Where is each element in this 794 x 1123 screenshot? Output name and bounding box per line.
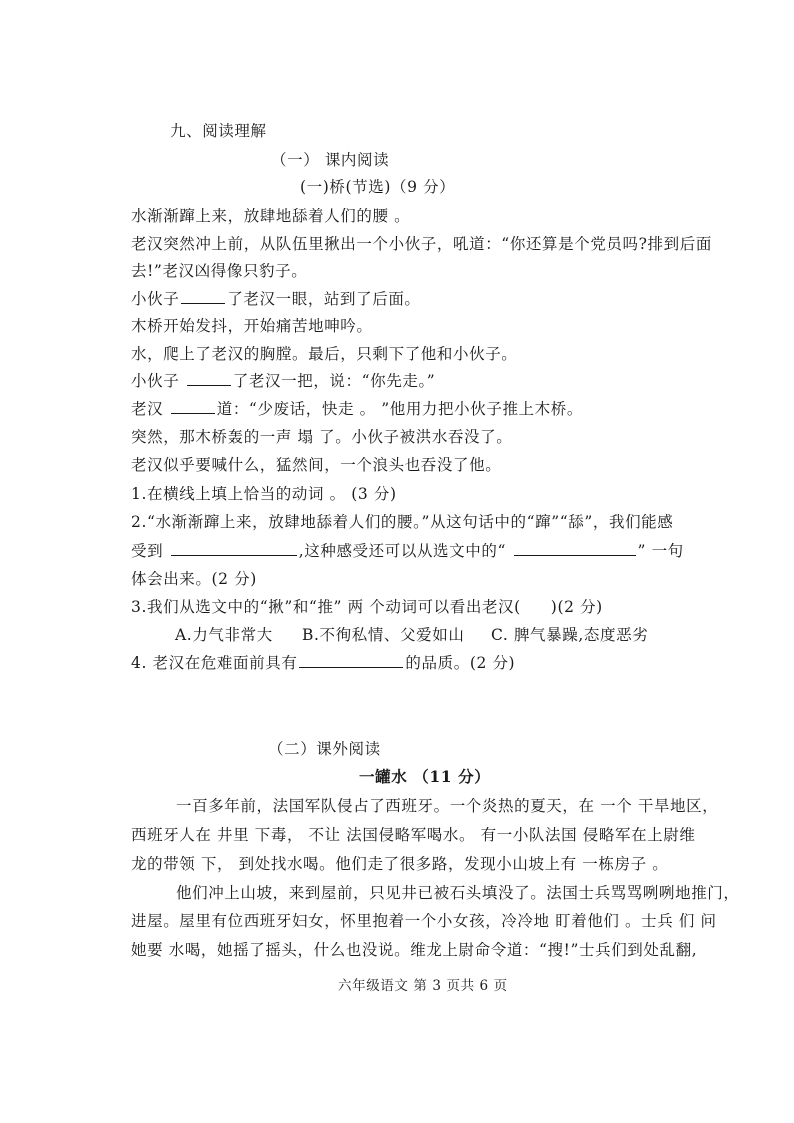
part1-subheading: (一)桥(节选)（9 分）	[300, 178, 456, 196]
answer-blank-q2-feeling[interactable]	[171, 541, 297, 556]
passage1-line: 老汉突然冲上前，从队伍里揪出一个小伙子，吼道：“你还算是个党员吗?排到后面	[131, 235, 712, 253]
answer-blank-q2-sentence[interactable]	[514, 541, 636, 556]
passage2-line: 西班牙人在 井里 下毒， 不让 法国侵略军喝水。 有一小队法国 侵略军在上尉维	[131, 826, 696, 844]
passage1-text: 了老汉一眼，站到了后面。	[227, 290, 421, 308]
passage2-line: 龙的带领 下， 到处找水喝。他们走了很多路，发现小山坡上有 一栋房子 。	[131, 855, 669, 873]
part2-subheading: 一罐水 （11 分）	[359, 767, 491, 786]
question-3	[131, 597, 603, 617]
passage1-line: 老汉似乎要喊什么，猛然间，一个浪头也吞没了他。	[131, 456, 502, 474]
passage1-text: 了老汉一把，说：“你先走。”	[232, 372, 436, 390]
passage1-line: 去!”老汉凶得像只豹子。	[131, 262, 308, 280]
passage1-line	[131, 371, 435, 391]
option-c[interactable]: C. 脾气暴躁,态度恶劣	[491, 626, 649, 644]
passage1-line: 水渐渐蹿上来，放肆地舔着人们的腰 。	[131, 207, 411, 225]
passage1-text: 老汉	[131, 400, 169, 418]
passage1-line	[131, 399, 583, 419]
passage1-line: 木桥开始发抖，开始痛苦地呻吟。	[131, 317, 373, 335]
question-text: )(2 分)	[550, 598, 603, 616]
section-title: 九、阅读理解	[170, 122, 267, 140]
question-text: 3.我们从选文中的“揪”和“推” 两 个动词可以看出老汉(	[131, 598, 521, 616]
passage1-line: 水，爬上了老汉的胸膛。最后，只剩下了他和小伙子。	[131, 345, 518, 363]
page-footer: 六年级语文 第 3 页共 6 页	[338, 978, 508, 994]
question-2-line: 体会出来。(2 分)	[131, 570, 257, 588]
passage1-text: 小伙子	[131, 290, 180, 308]
question-1: 1.在横线上填上恰当的动词 。 (3 分)	[131, 485, 397, 503]
part2-heading: （二）课外阅读	[268, 740, 381, 758]
fill-blank-1[interactable]	[181, 289, 225, 304]
passage2-line: 她要 水喝，她摇了摇头，什么也没说。维龙上尉命令道：“搜!”士兵们到处乱翻,	[131, 941, 698, 959]
fill-blank-3[interactable]	[171, 399, 215, 414]
option-a[interactable]: A.力气非常大	[175, 626, 273, 644]
passage1-line: 突然，那木桥轰的一声 塌 了。小伙子被洪水吞没了。	[131, 428, 513, 446]
passage2-line: 进屋。屋里有位西班牙妇女，怀里抱着一个小女孩，冷冷地 盯着他们 。士兵 们 问	[131, 912, 717, 930]
option-b[interactable]: B.不徇私情、父爱如山	[302, 626, 465, 644]
question-text: 受到	[131, 542, 169, 560]
question-text: ,这种感受还可以从选文中的“	[298, 542, 512, 560]
passage2-line: 一百多年前，法国军队侵占了西班牙。一个炎热的夏天，在 一个 干旱地区，	[176, 797, 719, 815]
question-text: 的品质。(2 分)	[405, 654, 516, 672]
question-text: 4. 老汉在危难面前具有	[131, 654, 298, 672]
answer-blank-q4[interactable]	[299, 653, 403, 668]
question-text: ” 一句	[637, 542, 684, 560]
passage2-line: 他们冲上山坡，来到屋前，只见井已被石头填没了。法国士兵骂骂咧咧地推门，	[176, 884, 740, 902]
question-2-line	[131, 541, 684, 561]
question-4	[131, 653, 515, 673]
question-2: 2.“水渐渐蹿上来，放肆地舔着人们的腰。”从这句话中的“蹿”“舔”，我们能感	[131, 513, 674, 531]
passage1-text: 小伙子	[131, 372, 185, 390]
fill-blank-2[interactable]	[187, 371, 231, 386]
passage1-line	[131, 289, 421, 309]
passage1-text: 道：“少废话，快走 。 ”他用力把小伙子推上木桥。	[216, 400, 583, 418]
part1-heading: （一） 课内阅读	[271, 151, 390, 169]
